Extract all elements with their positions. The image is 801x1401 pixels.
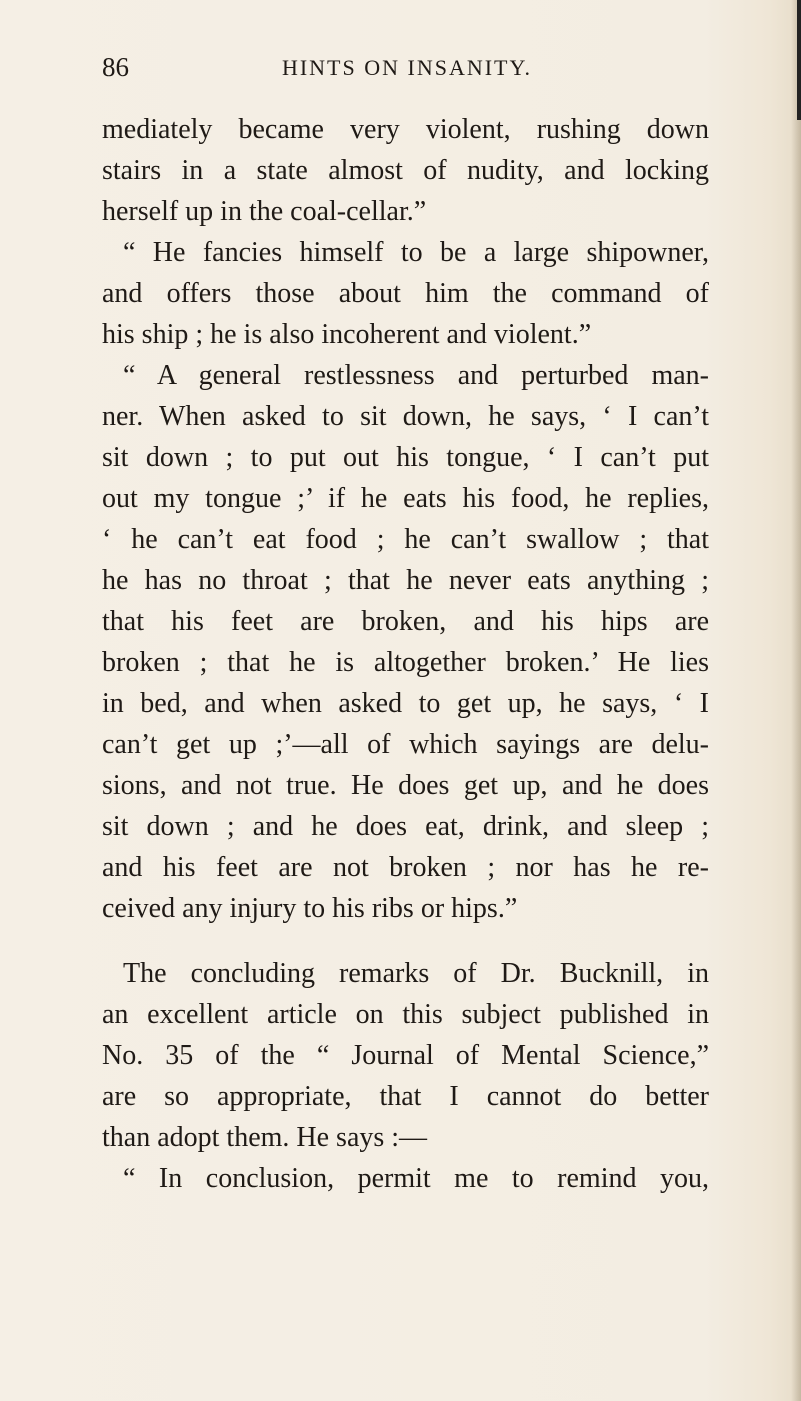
body-line: in bed, and when asked to get up, he says, ‘ I bbox=[102, 688, 709, 719]
body-line: can’t get up ;’—all of which sayings are delu- bbox=[102, 729, 709, 760]
page-edge-shadow bbox=[791, 0, 801, 1401]
body-line: and his feet are not broken ; nor has he re- bbox=[102, 852, 709, 883]
paragraph-gap bbox=[102, 929, 709, 953]
body-line: sit down ; to put out his tongue, ‘ I can’t put bbox=[102, 442, 709, 473]
body-line: stairs in a state almost of nudity, and locking bbox=[102, 155, 709, 186]
running-head: HINTS ON INSANITY. bbox=[281, 55, 533, 80]
body-line: mediately became very violent, rushing down bbox=[102, 114, 709, 145]
body-line: his ship ; he is also incoherent and violent.” bbox=[102, 319, 592, 350]
body-line: that his feet are broken, and his hips are bbox=[102, 606, 709, 637]
body-line: ner. When asked to sit down, he says, ‘ I can’t bbox=[102, 401, 709, 432]
binding-edge-mark bbox=[797, 0, 801, 120]
body-line: broken ; that he is altogether broken.’ He lies bbox=[102, 647, 709, 678]
body-text bbox=[102, 109, 709, 1199]
body-line: “ In conclusion, permit me to remind you, bbox=[123, 1163, 709, 1194]
body-line: out my tongue ;’ if he eats his food, he replies, bbox=[102, 483, 709, 514]
page-header bbox=[102, 52, 712, 82]
body-line: herself up in the coal-cellar.” bbox=[102, 196, 427, 227]
body-line: an excellent article on this subject published in bbox=[102, 999, 709, 1030]
body-line: sit down ; and he does eat, drink, and sleep ; bbox=[102, 811, 709, 842]
body-line: he has no throat ; that he never eats anything ; bbox=[102, 565, 709, 596]
body-line: are so appropriate, that I cannot do better bbox=[102, 1081, 709, 1112]
body-line: and offers those about him the command of bbox=[102, 278, 709, 309]
body-line: ‘ he can’t eat food ; he can’t swallow ; that bbox=[102, 524, 709, 555]
body-line: sions, and not true. He does get up, and he does bbox=[102, 770, 709, 801]
body-line: than adopt them. He says :— bbox=[102, 1122, 428, 1153]
page-number: 86 bbox=[102, 52, 129, 82]
body-line: “ A general restlessness and perturbed man- bbox=[123, 360, 709, 391]
body-line: “ He fancies himself to be a large shipowner, bbox=[123, 237, 709, 268]
body-line: The concluding remarks of Dr. Bucknill, in bbox=[123, 958, 709, 989]
body-line: No. 35 of the “ Journal of Mental Science,” bbox=[102, 1040, 709, 1071]
body-line: ceived any injury to his ribs or hips.” bbox=[102, 893, 518, 924]
